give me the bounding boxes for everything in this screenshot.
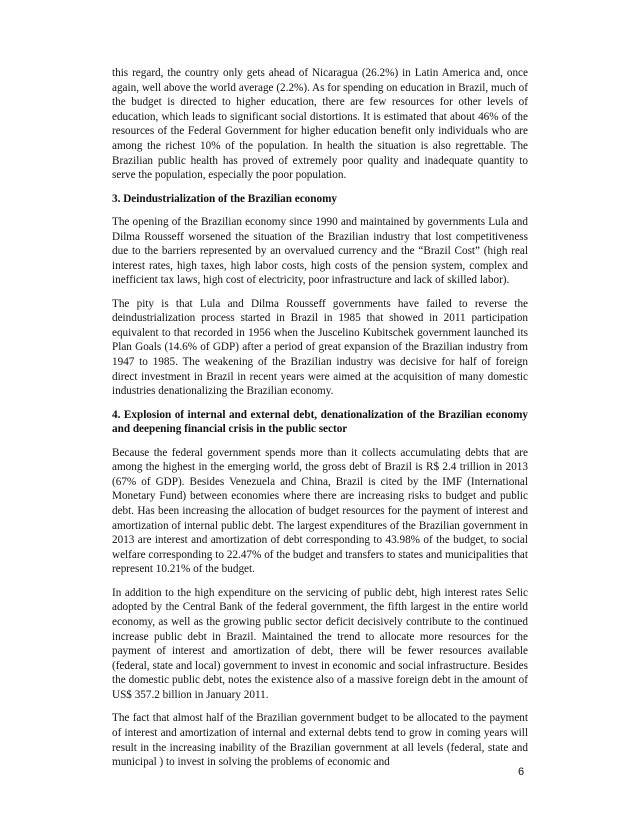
paragraph-deindustrialization-process: The pity is that Lula and Dilma Rousseff governments have failed to reverse the deindustrialization process started in Brazil in 1985 that showed in 2011 participation equivalent to that recorded in 1956 when the Juscelino Kubitschek government launched its Plan Goals (14.6% of GDP) after a period of great expansion of the Brazilian industry from 1947 to 1985. The weakening of the Brazilian industry was decisive for half of foreign direct investment in Brazil in recent years were aimed at the acquisition of many domestic industries denationalizing the Brazilian economy.	[112, 297, 528, 398]
paragraph-health-education: this regard, the country only gets ahead of Nicaragua (26.2%) in Latin America and, once again, well above the world average (2.2%). As for spending on education in Brazil, much of the budget is directed to higher education, there are few resources for other levels of education, which leads to significant social distortions. It is estimated that about 46% of the resources of the Federal Government for higher education benefit only individuals who are among the richest 10% of the population. In health the situation is also regrettable. The Brazilian public health has proved of extremely poor quality and inadequate quantity to serve the population, especially the poor population.	[112, 67, 528, 182]
page-body	[112, 66, 528, 779]
paragraph-economy-opening: The opening of the Brazilian economy since 1990 and maintained by governments Lula and Dilma Rousseff worsened the situation of the Brazilian industry that lost competitiveness due to the barriers represented by an overvalued currency and the “Brazil Cost” (high real interest rates, high taxes, high labor costs, high costs of the pension system, complex and inefficient tax laws, high cost of electricity, poor infrastructure and lack of skilled labor).	[112, 215, 528, 287]
page-number: 6	[518, 766, 525, 778]
section-heading-deindustrialization: 3. Deindustrialization of the Brazilian economy	[112, 192, 337, 205]
paragraph-interest-expenditure: In addition to the high expenditure on the servicing of public debt, high interest rates Selic adopted by the Central Bank of the federal government, the fifth largest in the entire world economy, as well as the growing public sector deficit decisively contribute to the continued increase public debt in Brazil. Maintained the trend to allocate more resources for the payment of interest and amortization of debt, there will be fewer resources available (federal, state and local) government to invest in economic and social infrastructure. Besides the domestic public debt, notes the existence also of a massive foreign debt in the amount of US$ 357.2 billion in January 2011.	[112, 586, 528, 701]
section-heading-debt-explosion: 4. Explosion of internal and external debt, denationalization of the Brazilian economy and deepening financial crisis in the public sector	[112, 408, 528, 436]
paragraph-budget-allocation: The fact that almost half of the Brazilian government budget to be allocated to the payment of interest and amortization of internal and external debts tend to grow in coming years will result in the increasing inability of the Brazilian government at all levels (federal, state and municipal ) to invest in solving the problems of economic and	[112, 712, 528, 769]
paragraph-gross-debt: Because the federal government spends more than it collects accumulating debts that are among the highest in the emerging world, the gross debt of Brazil is R$ 2.4 trillion in 2013 (67% of GDP). Besides Venezuela and China, Brazil is cited by the IMF (International Monetary Fund) between economies where there are increasing risks to budget and public debt. Has been increasing the allocation of budget resources for the payment of interest and amortization of internal public debt. The largest expenditures of the Brazilian government in 2013 are interest and amortization of debt corresponding to 43.98% of the budget, to social welfare corresponding to 22.47% of the budget and transfers to states and municipalities that represent 10.21% of the budget.	[112, 446, 528, 576]
